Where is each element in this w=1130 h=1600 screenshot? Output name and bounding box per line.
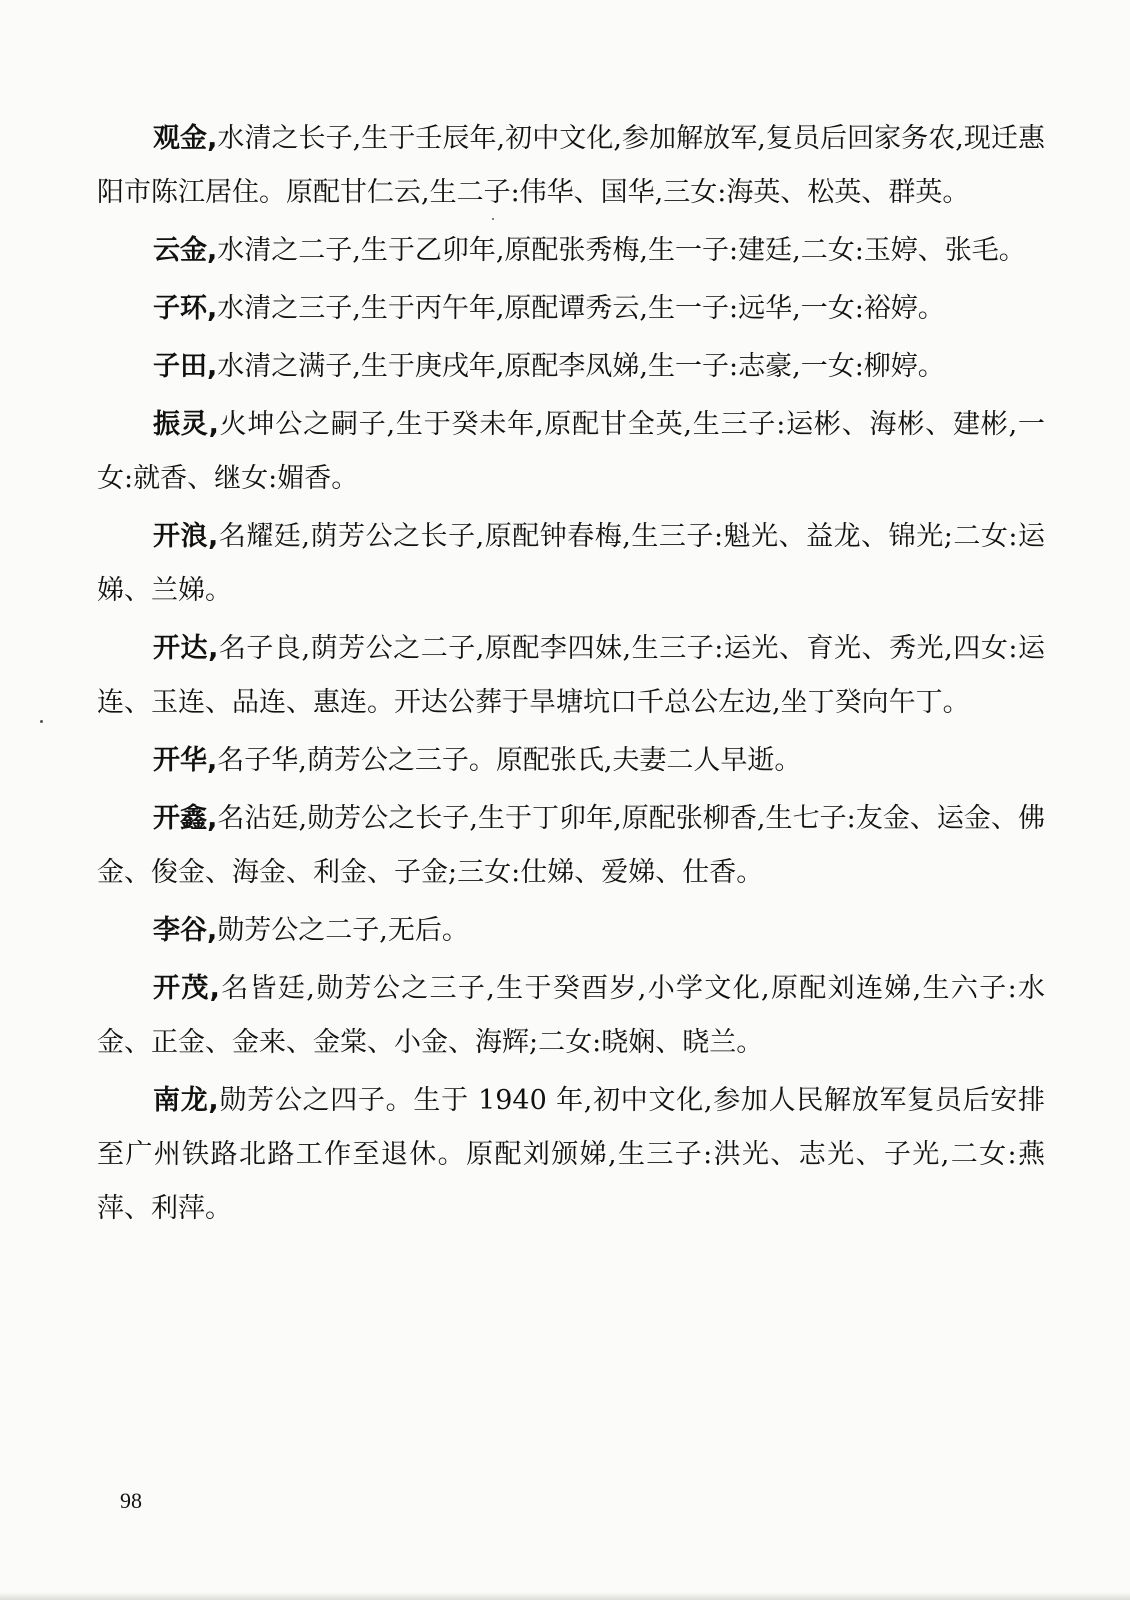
entry-kailang: [97, 510, 1045, 618]
entry-text: 名子华,荫芳公之三子。原配张氏,夫妻二人早逝。: [217, 745, 802, 776]
entry-zihuan: [97, 282, 1045, 336]
entry-text: 名子良,荫芳公之二子,原配李四妹,生三子:运光、育光、秀光,四女:运连、玉连、品连、惠连。开达公葬于旱塘坑口千总公左边,坐丁癸向午丁。: [97, 633, 1045, 718]
entry-nanlong: [97, 1074, 1045, 1236]
entry-yunjin: [97, 224, 1045, 278]
entry-zitian: [97, 340, 1045, 394]
entry-name: 李谷,: [153, 915, 218, 946]
page-number: 98: [120, 1488, 142, 1513]
entry-text: 勋芳公之二子,无后。: [217, 915, 469, 946]
entry-name: 开浪,: [153, 521, 219, 552]
entry-guanjin: [97, 112, 1045, 220]
entry-name: 子田,: [153, 351, 218, 382]
entry-text: 火坤公之嗣子,生于癸未年,原配甘全英,生三子:运彬、海彬、建彬,一女:就香、继女:媚香。: [97, 409, 1045, 494]
entry-kaihua: [97, 734, 1045, 788]
scan-bottom-edge: [0, 1592, 1130, 1600]
entry-text: 勋芳公之四子。生于 1940 年,初中文化,参加人民解放军复员后安排至广州铁路北路工作至退休。原配刘颁娣,生三子:洪光、志光、子光,二女:燕萍、利萍。: [97, 1085, 1045, 1224]
entry-zhenling: [97, 398, 1045, 506]
entry-text: 名耀廷,荫芳公之长子,原配钟春梅,生三子:魁光、益龙、锦光;二女:运娣、兰娣。: [97, 521, 1045, 606]
entry-name: 开茂,: [153, 973, 220, 1004]
entry-name: 南龙,: [153, 1085, 219, 1116]
entry-name: 子环,: [153, 293, 218, 324]
entry-name: 开鑫,: [153, 803, 218, 834]
entry-text: 名皆廷,勋芳公之三子,生于癸酉岁,小学文化,原配刘连娣,生六子:水金、正金、金来、金棠、小金、海辉;二女:晓娴、晓兰。: [97, 973, 1045, 1058]
genealogy-text: [97, 112, 1045, 1240]
entry-name: 云金,: [153, 235, 218, 266]
entry-text: 水清之长子,生于壬辰年,初中文化,参加解放军,复员后回家务农,现迁惠阳市陈江居住。原配甘仁云,生二子:伟华、国华,三女:海英、松英、群英。: [97, 123, 1045, 208]
entry-name: 开达,: [153, 633, 219, 664]
entry-text: 水清之三子,生于丙午年,原配谭秀云,生一子:远华,一女:裕婷。: [217, 293, 945, 324]
entry-kaimao: [97, 962, 1045, 1070]
scan-speck: [40, 720, 43, 723]
entry-name: 开华,: [153, 745, 218, 776]
entry-name: 观金,: [153, 123, 218, 154]
scan-speck: [492, 218, 494, 220]
entry-ligu: [97, 904, 1045, 958]
entry-kaixin: [97, 792, 1045, 900]
entry-text: 水清之二子,生于乙卯年,原配张秀梅,生一子:建廷,二女:玉婷、张毛。: [217, 235, 1026, 266]
entry-kaida: [97, 622, 1045, 730]
entry-name: 振灵,: [153, 409, 219, 440]
entry-text: 水清之满子,生于庚戌年,原配李凤娣,生一子:志豪,一女:柳婷。: [217, 351, 945, 382]
entry-text: 名沾廷,勋芳公之长子,生于丁卯年,原配张柳香,生七子:友金、运金、佛金、俊金、海金、利金、子金;三女:仕娣、爱娣、仕香。: [97, 803, 1045, 888]
